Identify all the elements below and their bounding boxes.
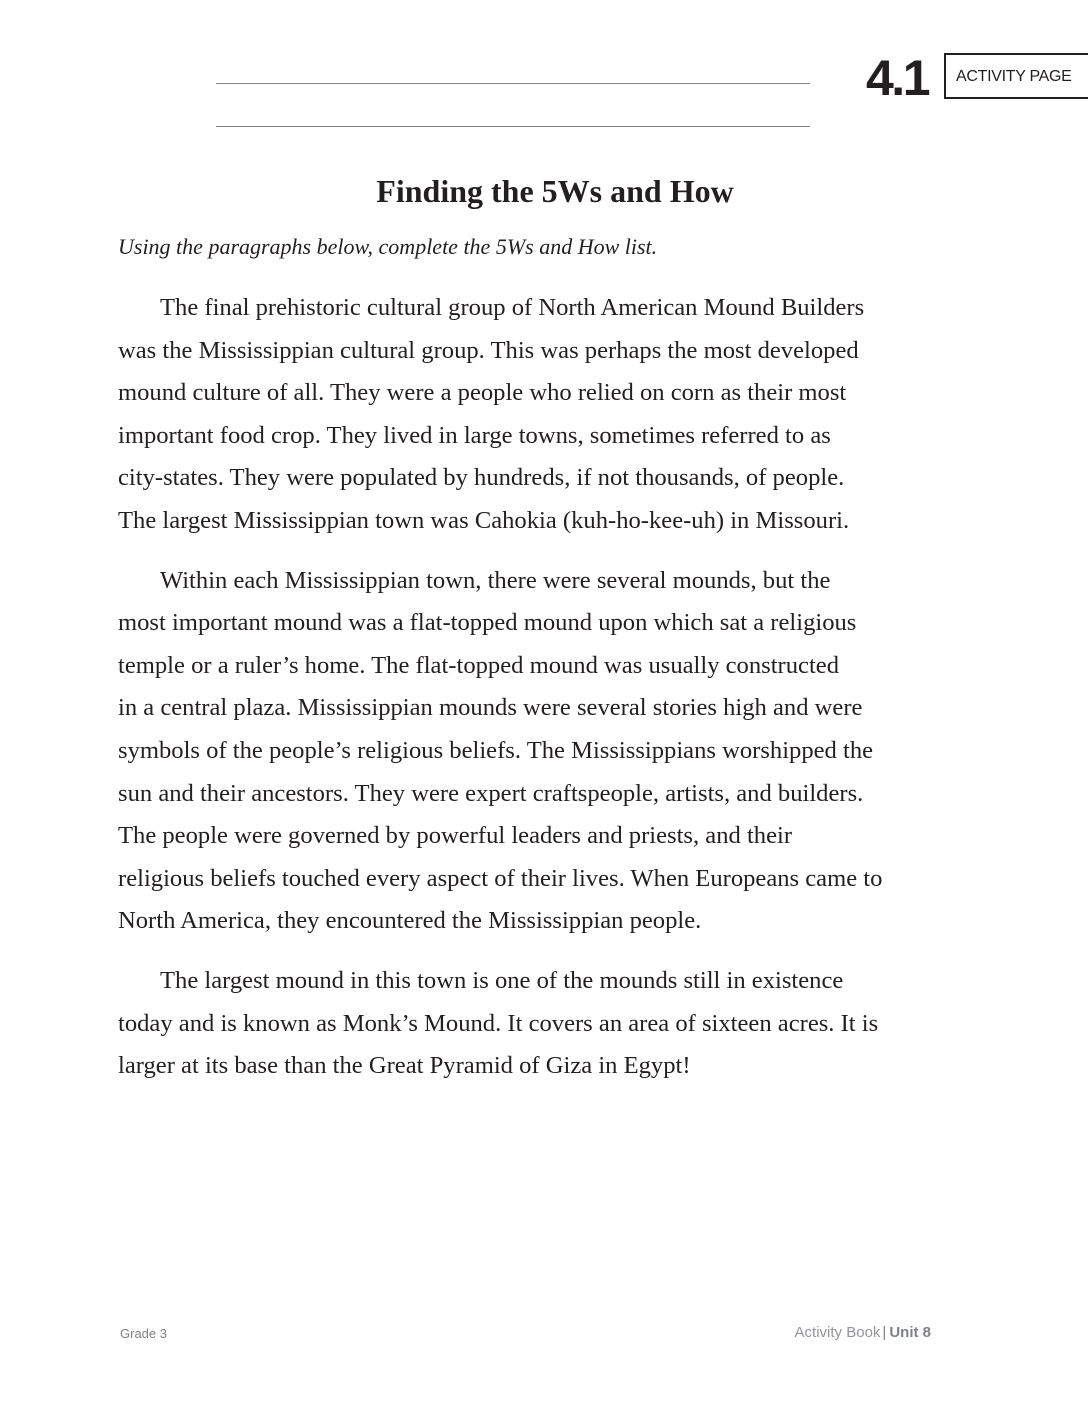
paragraph-line: The largest Mississippian town was Cahokia (kuh-ho-kee-uh) in Missouri. [118, 506, 850, 534]
footer-book-info [795, 1324, 931, 1341]
paragraph-line: The final prehistoric cultural group of North American Mound Builders [160, 294, 865, 321]
date-line[interactable] [216, 126, 810, 127]
page-title: Finding the 5Ws and How [376, 173, 734, 209]
activity-page-box [944, 53, 1088, 99]
paragraph-line: today and is known as Monk’s Mound. It covers an area of sixteen acres. It is [118, 1009, 879, 1037]
paragraph-3 [118, 960, 998, 1088]
paragraph-line: city-states. They were populated by hundreds, if not thousands, of people. [118, 464, 845, 492]
paragraph-line: Within each Mississippian town, there were several mounds, but the [160, 566, 831, 594]
instructions: Using the paragraphs below, complete the 5Ws and How list. [118, 234, 658, 259]
name-line[interactable] [216, 83, 810, 84]
page-number: 4.1 [866, 50, 929, 106]
paragraph-line: The largest mound in this town is one of the mounds still in existence [160, 966, 844, 994]
reading-passage [118, 287, 998, 1105]
paragraph-line: important food crop. They lived in large towns, sometimes referred to as [118, 421, 831, 449]
paragraph-line: in a central plaza. Mississippian mounds were several stories high and were [118, 694, 863, 722]
footer-separator: | [882, 1324, 887, 1341]
paragraph-line: sun and their ancestors. They were expert craftspeople, artists, and builders. [118, 779, 864, 807]
paragraph-line: was the Mississippian cultural group. This was perhaps the most developed [118, 336, 859, 364]
paragraph-line: larger at its base than the Great Pyramid of Giza in Egypt! [118, 1052, 691, 1080]
paragraph-line: temple or a ruler’s home. The flat-topped mound was usually constructed [118, 651, 840, 679]
footer-grade: Grade 3 [120, 1326, 167, 1341]
footer-book-title: Activity Book [794, 1324, 881, 1341]
paragraph-line: religious beliefs touched every aspect of their lives. When Europeans came to [118, 864, 883, 892]
paragraph-2 [118, 560, 998, 943]
paragraph-line: North America, they encountered the Mississippian people. [118, 907, 702, 935]
paragraph-1 [118, 287, 998, 543]
paragraph-line: symbols of the people’s religious beliefs. The Mississippians worshipped the [118, 736, 874, 764]
activity-page-label: ACTIVITY PAGE [956, 68, 1072, 85]
paragraph-line: mound culture of all. They were a people who relied on corn as their most [118, 379, 847, 407]
paragraph-line: The people were governed by powerful leaders and priests, and their [118, 822, 793, 850]
paragraph-line: most important mound was a flat-topped mound upon which sat a religious [118, 609, 857, 637]
footer-unit: Unit 8 [889, 1324, 931, 1341]
